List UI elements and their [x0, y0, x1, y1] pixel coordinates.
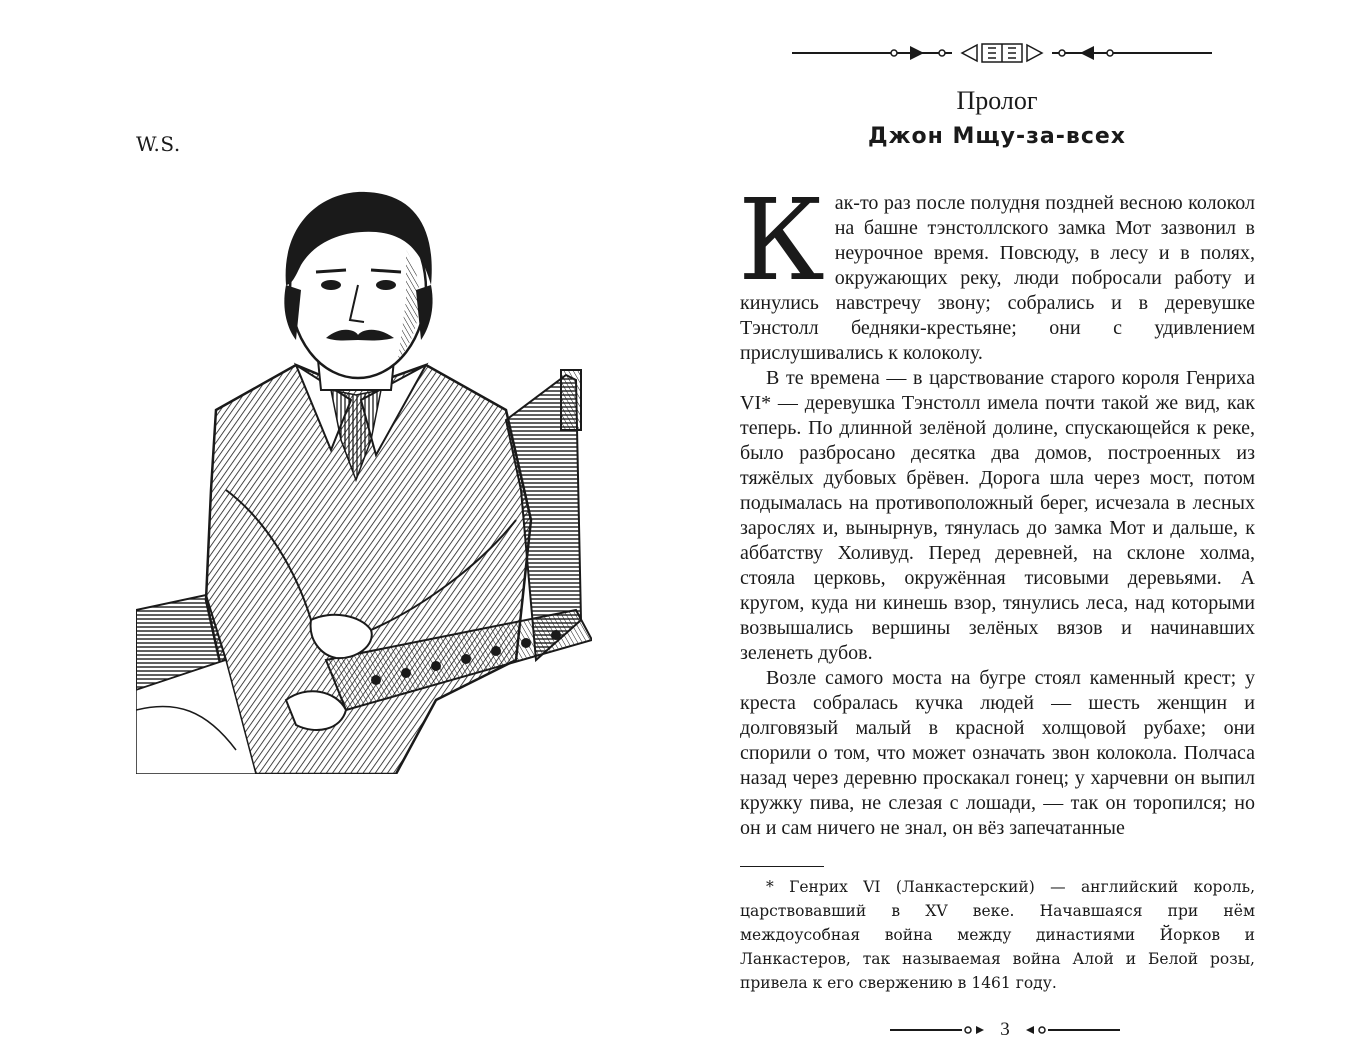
paragraph-text: ак-то раз после полудня поздней весною колокол на башне тэнстоллского замка Мот зазвонил в неурочное время. Повсюду, в лесу и в полях, окружающих реку, люди побросали работу и кинулись навстречу звону; собрались и в деревушке Тэнстолл бедняки-крестьяне; они с удивлением прислушивались к колоколу.: [740, 192, 1255, 364]
page-footer: [890, 1018, 1120, 1042]
page-number: 3: [1000, 1019, 1010, 1040]
right-page: [680, 0, 1359, 1045]
author-initials: W.S.: [136, 132, 181, 156]
section-heading: Пролог: [956, 86, 1038, 115]
left-page: [0, 0, 679, 1045]
paragraph: Возле самого моста на бугре стоял каменный крест; у креста собралась кучка людей — шесть женщин и долговязый малый в красной холщовой рубахе; они спорили о том, что может означать звон колокола. Полчаса назад через деревню проскакал гонец; у харчевни он выпил кружку пива, не слезая с лошади, — так он торопился; но он и сам ничего не знал, он вёз запечатанные: [740, 667, 1255, 839]
footnote: [740, 875, 1255, 995]
engraved-portrait: [136, 190, 592, 774]
paragraph: В те времена — в царствование старого короля Генриха VI* — деревушка Тэнстолл имела почти такой же вид, как теперь. По длинной зелёной долине, спускающейся к реке, было разбросано десятка два домов, построенных из тяжёлых дубовых брёвен. Дорога шла через мост, потом подымалась на противоположный берег, исчезала в лесных зарослях и, вынырнув, тянулась до замка Мот и дальше, к аббатству Холивуд. Перед деревней, на склоне холма, стояла церковь, окружённая тисовыми деревьями. А кругом, куда ни кинешь взор, тянулись леса, над которыми возвышались вершины зелёных вязов и начинавших зеленеть дубов.: [740, 367, 1255, 664]
paragraph: [738, 176, 1255, 366]
chapter-title: Джон Мщу-за-всех: [868, 124, 1126, 149]
ornamental-divider: [792, 40, 1212, 66]
footnote-text: * Генрих VI (Ланкастерский) — английский король, царствовавший в XV веке. Начавшаяся при нём междоусобная война между династиями Йорков и Ланкастеров, так называемая война Алой и Белой розы, привела к его свержению в 1461 году.: [740, 878, 1255, 992]
footnote-rule: [740, 866, 824, 867]
drop-cap: К: [738, 176, 825, 306]
body-text: [738, 176, 1255, 841]
